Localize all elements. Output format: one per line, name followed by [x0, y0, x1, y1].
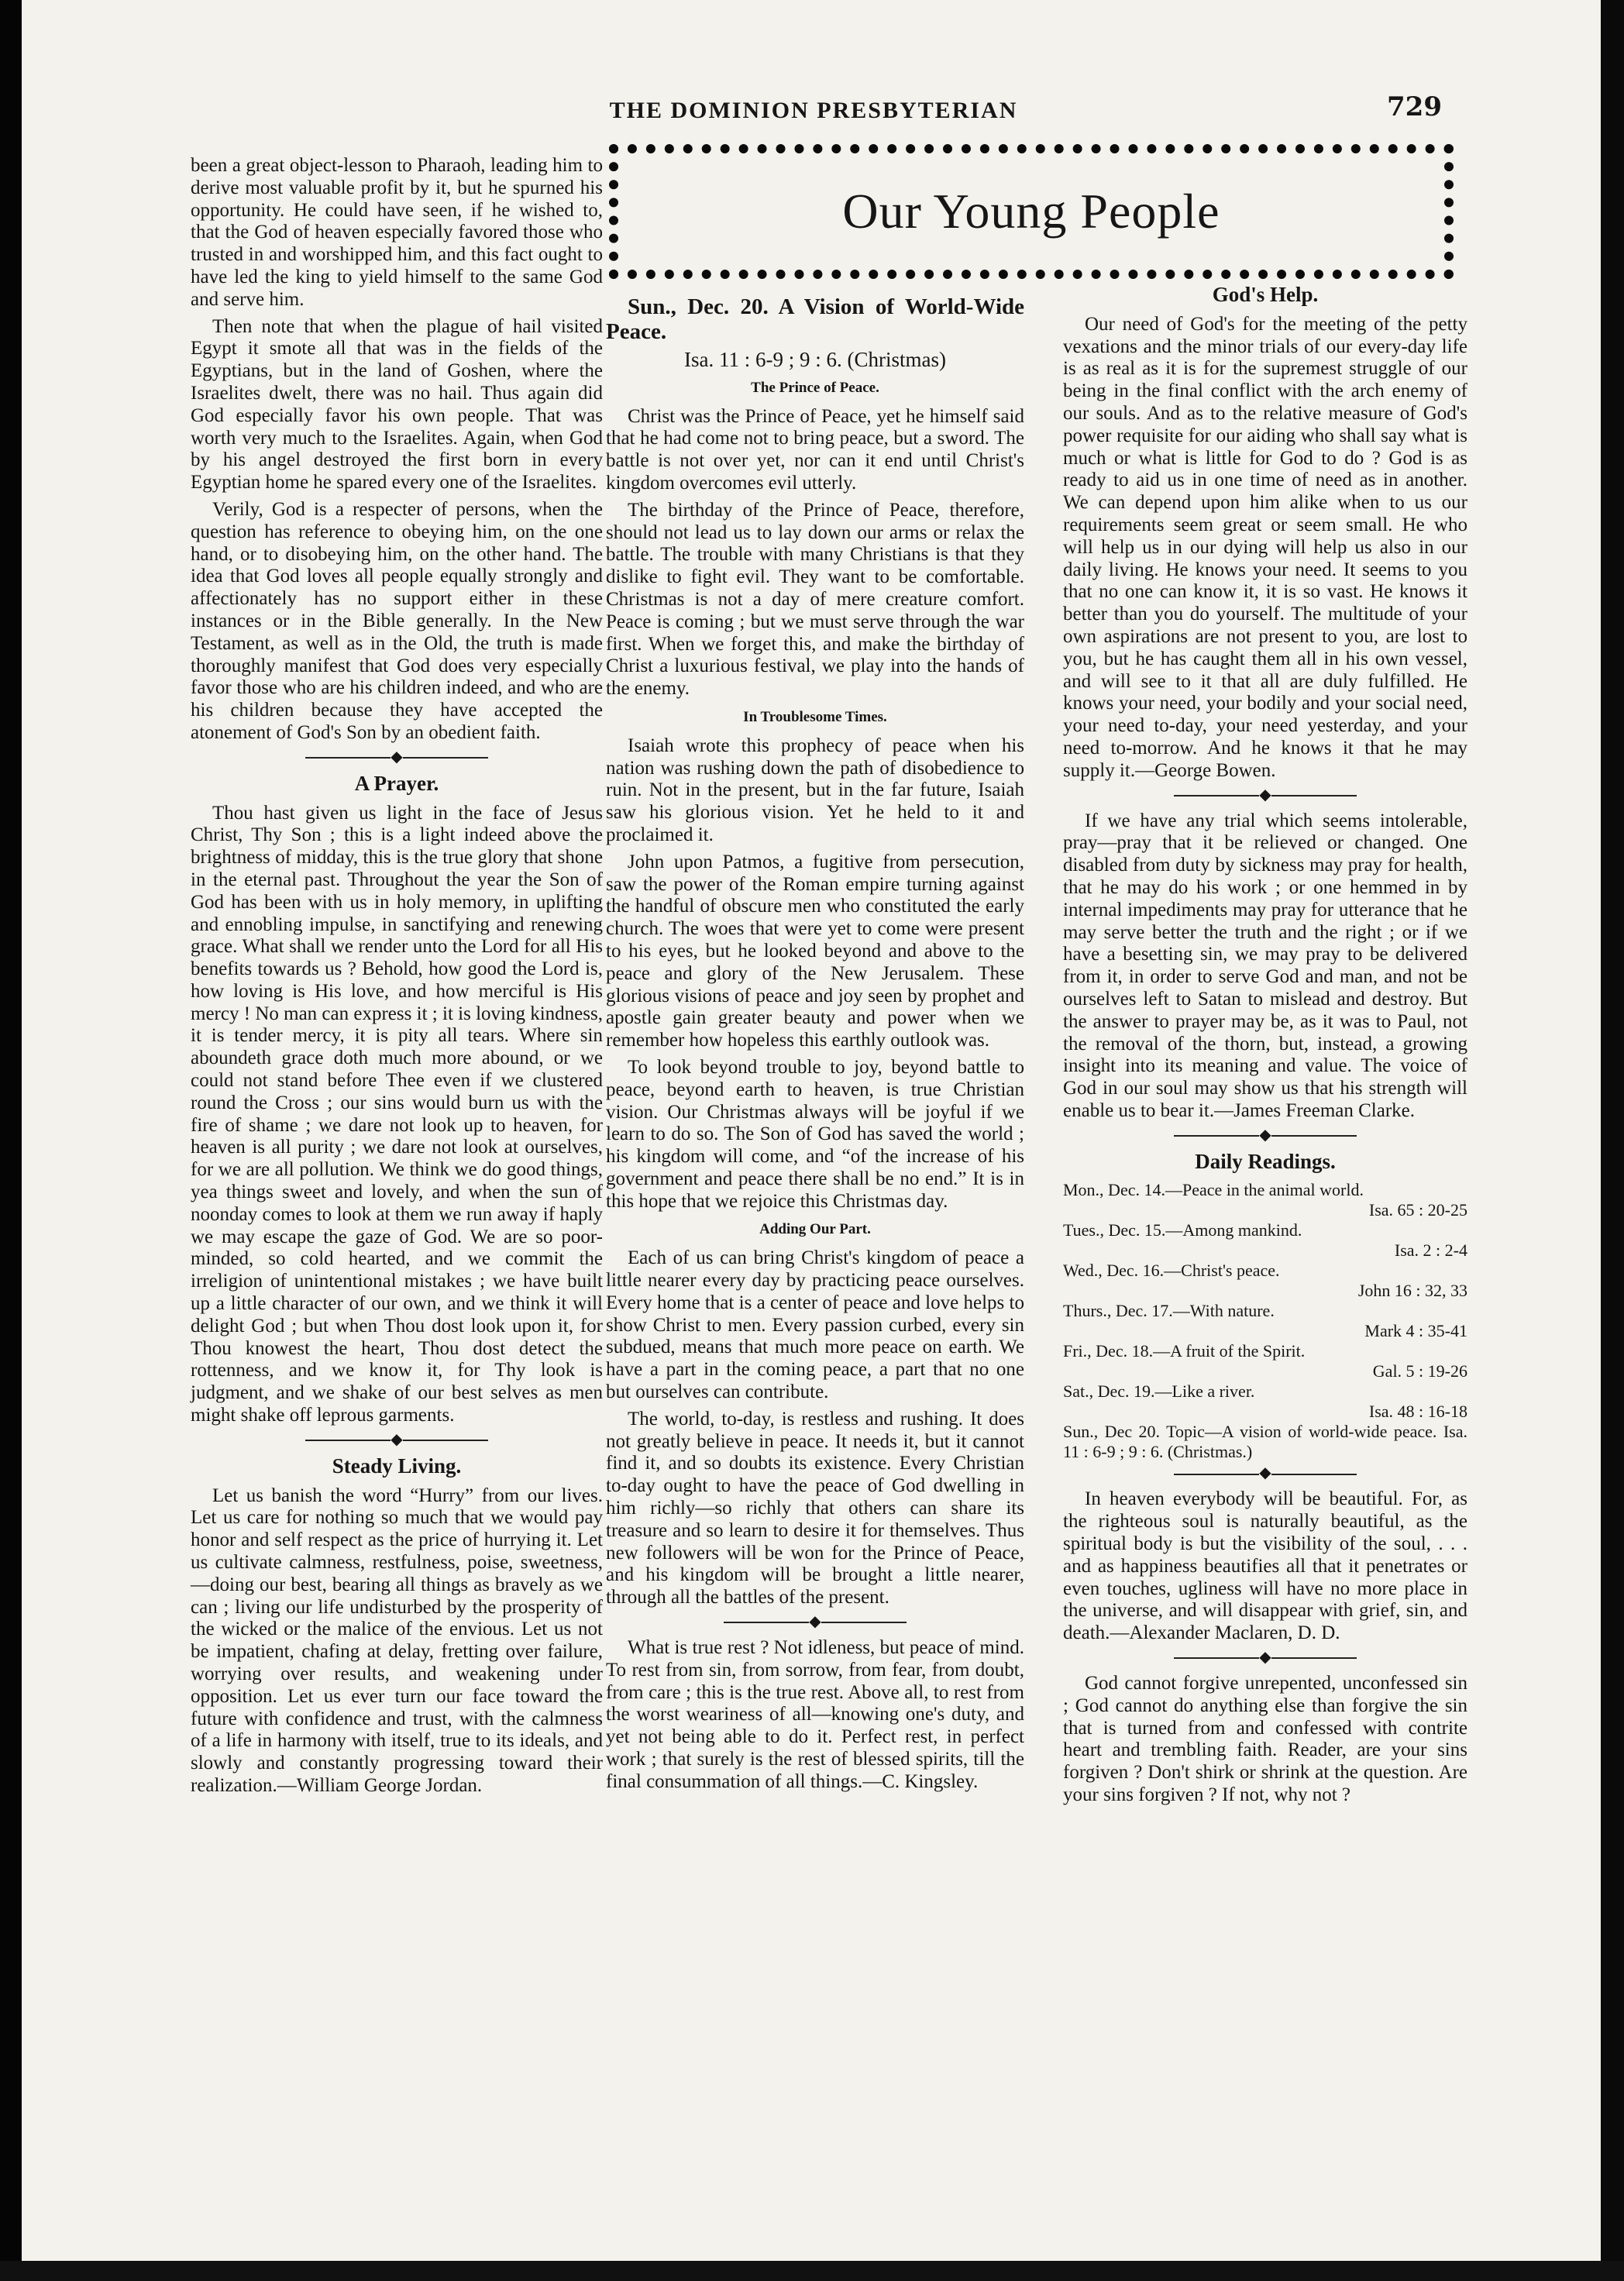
daily-readings-list: [1063, 1180, 1467, 1462]
heading-gods-help: God's Help.: [1212, 283, 1319, 306]
reading-item: [1063, 1220, 1467, 1261]
reading-day: Wed., Dec. 16.—Christ's peace.: [1063, 1261, 1280, 1281]
reading-day: Sun., Dec 20. Topic—A vision of world-wide peace. Isa. 11 : 6-9 ; 9 : 6. (Christmas.): [1063, 1422, 1467, 1462]
paragraph: been a great object-lesson to Pharaoh, leading him to derive most valuable profit by it, but he spurned his opportunity. He could have seen, if he wished to, that the God of heaven especially favored those who trusted in and worshipped him, and this fact ought to have led the king to yield himself to the same God and serve him.: [191, 155, 603, 310]
reading-day: Sat., Dec. 19.—Like a river.: [1063, 1381, 1255, 1402]
paragraph: Then note that when the plague of hail visited Egypt it smote all that was in the fields of the Egyptians, but in the land of Goshen, where the Israelites dwelt, there was no hail. Thus again did God especially favor his own people. That was worth very much to the Israelites. Again, when God by his angel destroyed the first born in every Egyptian home he spared every one of the Israelites.: [191, 315, 603, 494]
paragraph: Our need of God's for the meeting of the petty vexations and the minor trials of our every-day life is as real as it is for the supremest struggle of our being in the final conflict with the arch enemy of our souls. And as to the relative measure of God's power requisite for our aiding who shall say what is much or what is little for God to do ? God is as ready to aid us in one time of need as in another. We can depend upon him alike when to us our requirements seem great or seem small. He who will help us in our dying will help us also in our daily living. He knows your need. It seems to you that no one can know it, it is so vast. He knows it better than you do yourself. The multitude of your own aspirations are not present to you, are lost to you, but he has caught them all in his own vessel, and will see to it that all are duly fulfilled. He knows your need, your bodily and your social need, your need to-day, your need yesterday, and your need to-morrow. And he knows it that he may supply it.—George Bowen.: [1063, 313, 1467, 781]
column-middle: [606, 294, 1024, 1798]
section-divider: ◆: [191, 1432, 603, 1447]
paragraph: Let us banish the word “Hurry” from our lives. Let us care for nothing so much that we would pay honor and self respect as the price of hurrying it. Let us cultivate calmness, restfulness, poise, sweetness,—doing our best, bearing all things as bravely as we can ; living our life undisturbed by the prosperity of the wicked or the malice of the envious. Let us not be impatient, chafing at delay, fretting over failure, worrying over results, and weakening under opposition. Let us ever turn our face toward the future with confidence and trust, with the calmness of a life in harmony with itself, true to its ideals, and slowly and constantly progressing toward their realization.—William George Jordan.: [191, 1485, 603, 1796]
heading-prayer: A Prayer.: [354, 771, 439, 795]
reading-ref: Isa. 48 : 16-18: [1368, 1402, 1467, 1422]
column-left: [191, 155, 603, 1802]
reading-day: Thurs., Dec. 17.—With nature.: [1063, 1301, 1275, 1321]
paragraph: Verily, God is a respecter of persons, when the question has reference to obeying him, on the one hand, or to disobeying him, on the other hand. The idea that God loves all people equally strongly and affectionately has no support either in these instances or in the Bible generally. In the New Testament, as well as in the Old, the truth is made thoroughly manifest that God does very especially favor those who are his children indeed, and who are his children because they have accepted the atonement of God's Son by an obedient faith.: [191, 498, 603, 743]
page-number: 729: [1387, 91, 1442, 122]
paragraph: What is true rest ? Not idleness, but peace of mind. To rest from sin, from sorrow, from fear, from doubt, from care ; this is the true rest. Above all, to rest from the worst weariness of all—knowing one's duty, and yet not being able to do it. Perfect rest, in perfect work ; that surely is the rest of blessed spirits, till the final consummation of all things.—C. Kingsley.: [606, 1637, 1024, 1792]
reading-item: [1063, 1301, 1467, 1341]
reading-item: [1063, 1341, 1467, 1381]
running-head: THE DOMINION PRESBYTERIAN: [609, 98, 1018, 123]
section-divider: ◆: [1063, 787, 1467, 803]
paragraph: Each of us can bring Christ's kingdom of peace a little nearer every day by practicing peace ourselves. Every home that is a center of peace and love helps to show Christ to men. Every passion curbed, every sin subdued, means that much more peace on earth. We have a part in the coming peace, a part that no one but ourselves can contribute.: [606, 1247, 1024, 1403]
section-divider: ◆: [1063, 1127, 1467, 1143]
section-divider: ◆: [1063, 1465, 1467, 1481]
paragraph: To look beyond trouble to joy, beyond battle to peace, beyond earth to heaven, is true Christian vision. Our Christmas always will be joyful if we learn to do so. The Son of God has saved the world ; his kingdom will come, and “of the increase of his government and peace there shall be no end.” It is in this hope that we rejoice this Christmas day.: [606, 1056, 1024, 1212]
scan-border-bottom: [0, 2261, 1624, 2281]
section-banner: [609, 144, 1454, 279]
reading-ref: John 16 : 32, 33: [1357, 1281, 1467, 1301]
reading-ref: Gal. 5 : 19-26: [1372, 1361, 1467, 1381]
section-divider: ◆: [191, 749, 603, 765]
paragraph: If we have any trial which seems intolerable, pray—pray that it be relieved or changed. One disabled from duty by sickness may pray for health, that he may do his work ; or one hemmed in by internal impediments may pray for utterance that he may serve better the truth and the right ; or if we have a besetting sin, we may pray to be delivered from it, in order to serve God and man, and not be ourselves left to Satan to mislead and destroy. But the answer to prayer may be, as it was to Paul, not the removal of the thorn, but, instead, a growing insight into its meaning and value. The voice of God in our soul may show us that his strength will enable us to bear it.—James Freeman Clarke.: [1063, 810, 1467, 1121]
reading-ref: Isa. 65 : 20-25: [1368, 1200, 1467, 1220]
lesson-reference: Isa. 11 : 6-9 ; 9 : 6. (Christmas): [684, 348, 946, 371]
reading-item: [1063, 1381, 1467, 1422]
lesson-title: Sun., Dec. 20. A Vision of World-Wide Peace.: [606, 294, 1024, 344]
subheading: Adding Our Part.: [759, 1221, 871, 1238]
banner-title: Our Young People: [842, 184, 1220, 239]
column-right: [1063, 279, 1467, 1811]
reading-ref: Mark 4 : 35-41: [1364, 1321, 1467, 1341]
heading-steady-living: Steady Living.: [332, 1454, 462, 1478]
paragraph: God cannot forgive unrepented, unconfessed sin ; God cannot do anything else than forgive the sin that is turned from and confessed with contrite heart and trembling faith. Reader, are your sins forgiven ? Don't shirk or shrink at the question. Are your sins forgiven ? If not, why not ?: [1063, 1673, 1467, 1806]
paragraph: Thou hast given us light in the face of Jesus Christ, Thy Son ; this is a light indeed above the brightness of midday, this is the true glory that shone in the eternal past. Throughout the year the Son of God has been with us in holy memory, in uplifting and ennobling impulse, in sanctifying and renewing grace. What shall we render unto the Lord for all His benefits towards us ? Behold, how good the Lord is, how loving is His love, and how merciful is His mercy ! No man can express it ; it is loving kindness, it is tender mercy, it is pity all tears. Where sin aboundeth grace doth much more abound, or we could not stand before Thee even if we clustered round the Cross ; our sins would burn us with the fire of shame ; we dare not look up to heaven, for heaven is all purity ; we dare not look at ourselves, for we are all pollution. We think we do good things, yea things sweet and lovely, and when the sun of noonday comes to look at them we run away if haply we may escape the gaze of God. We are so poor-minded, so cold hearted, and we commit the irreligion of unintentional mistakes ; we have built up a little character of our own, and we think it will delight God ; but when Thou dost look upon it, for Thou knowest the heart, Thou dost detect the rottenness, and we know it, for Thy look is judgment, and we shake of our best selves as men might shake off leprous garments.: [191, 802, 603, 1426]
reading-day: Tues., Dec. 15.—Among mankind.: [1063, 1220, 1302, 1240]
paragraph: Isaiah wrote this prophecy of peace when his nation was rushing down the path of disobedience to ruin. Not in the present, but in the far future, Isaiah saw his glorious vision. Yet he held to it and proclaimed it.: [606, 735, 1024, 845]
heading-daily-readings: Daily Readings.: [1195, 1149, 1336, 1173]
reading-item: [1063, 1180, 1467, 1220]
paragraph: The world, to-day, is restless and rushing. It does not greatly believe in peace. It needs it, but it cannot find it, and so doubts its existence. Every Christian to-day ought to have the peace of God dwelling in him richly—so richly that others can share its treasure and so learn to desire it for themselves. Thus new followers will be won for the Prince of Peace, and his kingdom will be brought a little nearer, through all the battles of the present.: [606, 1408, 1024, 1608]
scan-border-left: [0, 0, 22, 2281]
reading-item: [1063, 1422, 1467, 1462]
reading-day: Mon., Dec. 14.—Peace in the animal world.: [1063, 1180, 1364, 1200]
reading-ref: Isa. 2 : 2-4: [1394, 1240, 1467, 1261]
paragraph: John upon Patmos, a fugitive from persecution, saw the power of the Roman empire turning against the handful of obscure men who constituted the early church. The woes that were yet to come were present to his eyes, but he looked beyond and above to the peace and glory of the New Jerusalem. These glorious visions of peace and joy seen by prophet and apostle gain greater beauty and power when we remember how hopeless this earthly outlook was.: [606, 851, 1024, 1051]
subheading: The Prince of Peace.: [751, 379, 879, 396]
paragraph: The birthday of the Prince of Peace, therefore, should not lead us to lay down our arms or relax the battle. The trouble with many Christians is that they dislike to fight evil. They want to be comfortable. Christmas is not a day of mere creature comfort. Peace is coming ; but we must serve through the war first. When we forget this, and make the birthday of Christ a luxurious festival, we play into the hands of the enemy.: [606, 499, 1024, 700]
section-divider: ◆: [606, 1614, 1024, 1629]
scan-border-right: [1601, 0, 1624, 2281]
section-divider: ◆: [1063, 1650, 1467, 1665]
paragraph: In heaven everybody will be beautiful. For, as the righteous soul is naturally beautiful, as the spiritual body is but the visibility of the soul, . . . and as happiness beautifies all that it penetrates or even touches, ugliness will have no more place in the universe, and will disappear with grief, sin, and death.—Alexander Maclaren, D. D.: [1063, 1488, 1467, 1644]
paragraph: Christ was the Prince of Peace, yet he himself said that he had come not to bring peace, but a sword. The battle is not over yet, nor can it end until Christ's kingdom overcomes evil utterly.: [606, 405, 1024, 494]
reading-day: Fri., Dec. 18.—A fruit of the Spirit.: [1063, 1341, 1306, 1361]
reading-item: [1063, 1261, 1467, 1301]
subheading: In Troublesome Times.: [743, 708, 887, 725]
